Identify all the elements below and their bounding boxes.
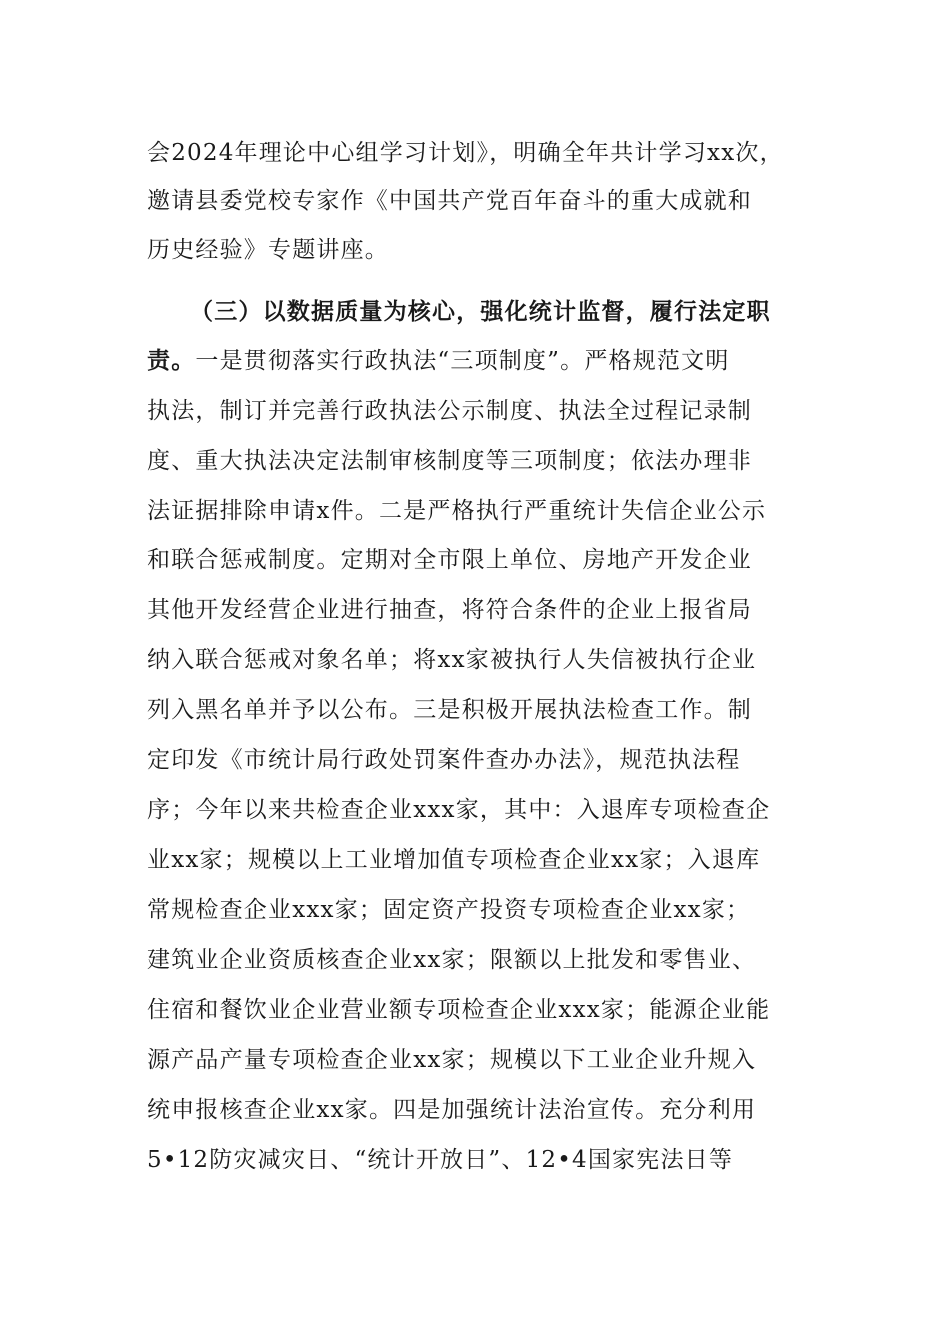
- paragraph-2-line: 和联合惩戒制度。定期对全市限上单位、房地产开发企业: [147, 547, 752, 573]
- paragraph-1-line-3: 历史经验》专题讲座。: [147, 237, 389, 263]
- paragraph-2-line: 统申报核查企业xx家。四是加强统计法治宣传。充分利用: [147, 1097, 757, 1123]
- paragraph-2-line: 定印发《市统计局行政处罚案件查办办法》，规范执法程: [147, 747, 741, 773]
- paragraph-2-line: 法证据排除申请x件。二是严格执行严重统计失信企业公示: [147, 498, 767, 524]
- paragraph-2-line: 住宿和餐饮业企业营业额专项检查企业xxx家；能源企业能: [147, 997, 771, 1023]
- paragraph-1-line-1: 会2024年理论中心组学习计划》，明确全年共计学习xx次，: [147, 140, 784, 166]
- paragraph-2-line: 5•12防灾减灾日、“统计开放日”、12•4国家宪法日等: [147, 1147, 734, 1173]
- paragraph-2-line: 列入黑名单并予以公布。三是积极开展执法检查工作。制: [147, 697, 752, 723]
- paragraph-2-line: 建筑业企业资质核查企业xx家；限额以上批发和零售业、: [147, 947, 757, 973]
- paragraph-2-line: 纳入联合惩戒对象名单；将xx家被执行人失信被执行企业: [147, 647, 757, 673]
- section-heading: （三）以数据质量为核心，强化统计监督，履行法定职: [190, 298, 771, 325]
- paragraph-2-line-2: [147, 346, 807, 376]
- paragraph-2-line: 其他开发经营企业进行抽查，将符合条件的企业上报省局: [147, 597, 752, 623]
- paragraph-2-line: 源产品产量专项检查企业xx家；规模以下工业企业升规入: [147, 1047, 757, 1073]
- paragraph-2-line: 常规检查企业xxx家；固定资产投资专项检查企业xx家；: [147, 897, 751, 923]
- paragraph-2-line: 执法，制订并完善行政执法公示制度、执法全过程记录制: [147, 398, 752, 424]
- section-heading-end: 责。: [147, 347, 196, 374]
- paragraph-2-line: 业xx家；规模以上工业增加值专项检查企业xx家；入退库: [147, 847, 761, 873]
- paragraph-2-line: 序；今年以来共检查企业xxx家，其中：入退库专项检查企: [147, 797, 771, 823]
- paragraph-2-line: 度、重大执法决定法制审核制度等三项制度；依法办理非: [147, 448, 752, 474]
- paragraph-1-line-2: 邀请县委党校专家作《中国共产党百年奋斗的重大成就和: [147, 188, 752, 214]
- paragraph-2-line-2-text: 一是贯彻落实行政执法“三项制度”。严格规范文明: [195, 348, 730, 374]
